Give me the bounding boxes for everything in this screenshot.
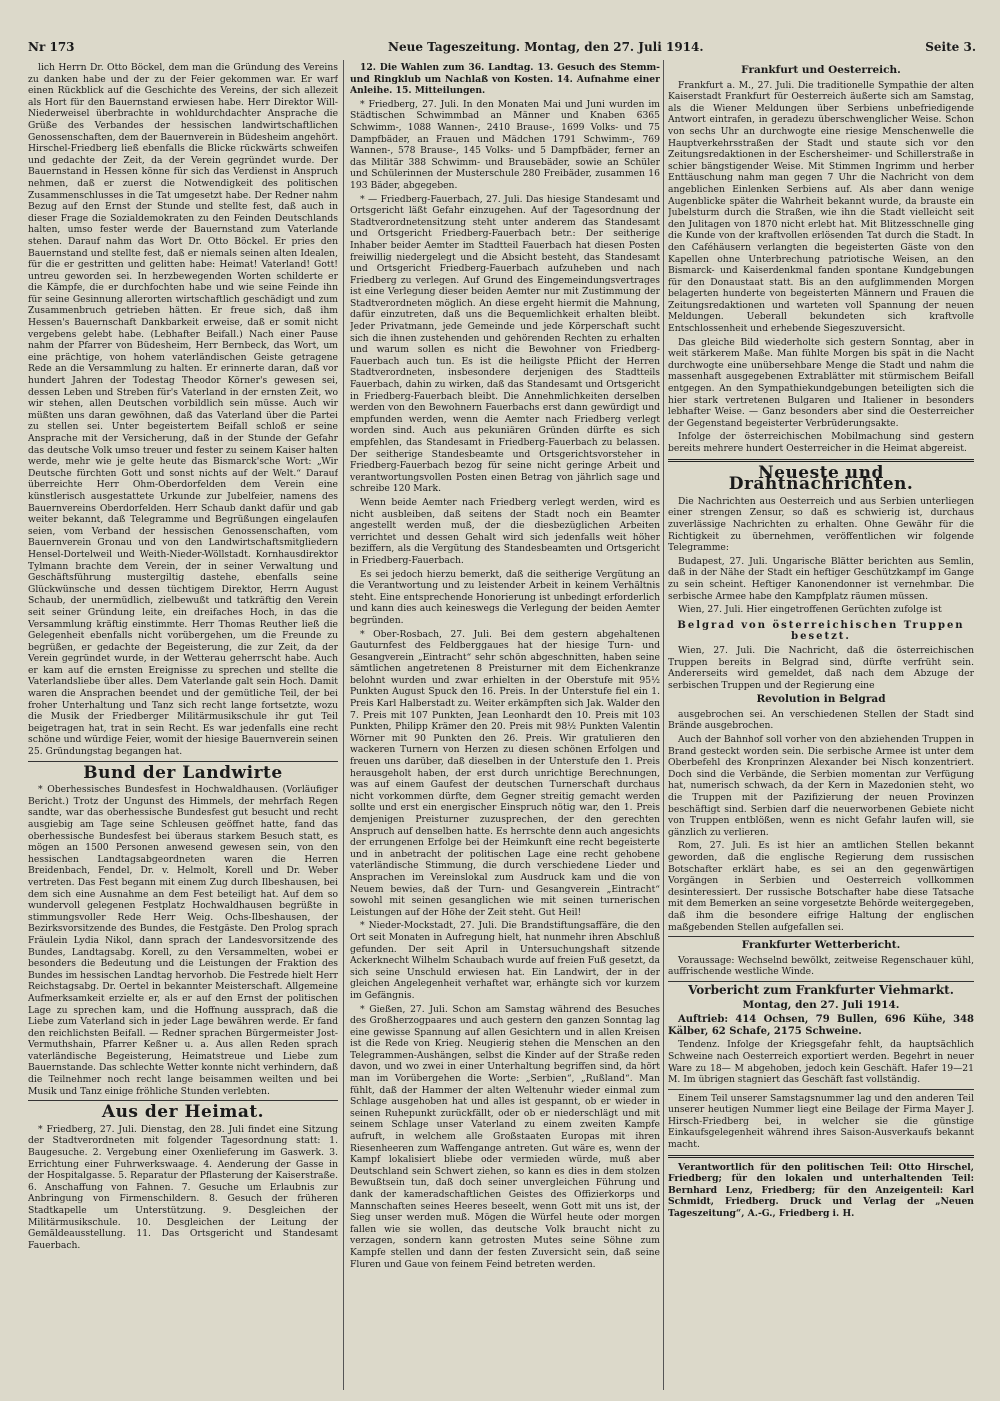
section-heading: Bund der Landwirte (83, 762, 283, 783)
section-heading: Aus der Heimat. (101, 1102, 265, 1123)
article-paragraph: Frankfurt a. M., 27. Juli. Die traditionelle Sympathie der alten Kaiserstadt Frankfurt für Oesterreich äußerte sich am Samstag, als die Wiener Meldungen über Serbiens unbefriedigende Antwort eintrafen, in geradezu überschwenglicher Weise. Schon von sechs Uhr an durchwogte eine riesige Menschenwelle die Hauptverkehrsstraßen der Stadt und staute sich vor den Zeitungsredaktionen in der Eschersheimer- und Schillerstraße in schier bängstigender Weise. Mit Stimmen Ingrimm und herber Enttäuschung nahm man gegen 7 Uhr die Nachricht von dem angeblichen Einlenken Serbiens auf. Als aber dann wenige Augenblicke später die Wahrheit bekannt wurde, da brauste ein Jubelsturm durch die Straßen, wie ihn die Stadt vielleicht seit den Julitagen von 1870 nicht erlebt hat. Mit Blitzesschnelle ging die Kunde von der kraftvollen erlösenden Tat durch die Stadt. In den Caféhäusern verlangten die begeisterten Gäste von den Kapellen ohne Unterbrechung patriotische Weisen, an den Bismarck- und Kaiserdenkmal fanden spontane Kundgebungen für den Donaustaat statt. Bis an den aufglimmenden Morgen belagerten hunderte von begeisterten Männern und Frauen die Zeitungsredaktionen und warteten voll Spannung der neuen Meldungen. Ueberall bekundeten sich kraftvolle Entschlossenheit und erhebende Siegeszuversicht. (668, 79, 974, 335)
page-header (28, 38, 976, 58)
weather-heading: Frankfurter Wetterbericht. (741, 939, 901, 952)
column-3 (668, 62, 974, 1388)
article-paragraph: lich Herrn Dr. Otto Böckel, dem man die Gründung des Vereins zu danken habe und der zu der Feier gekommen war. Er warf einen Rückblick auf die Geschichte des Vereins, der sich allezeit als Hort für den Bauernstand erwiesen habe. Herr Direktor Will-Niederweisel überbrachte in wohldurchdachter Ansprache die Grüße des Verbandes der hessischen landwirtschaftlichen Genossenschaften, dem der Bauernverein in Büdesheim angehört. Hirschel-Friedberg ließ ebenfalls die Blicke rückwärts schweifen und gedachte der Zeit, da der Verein gegründet wurde. Der Bauernstand in Hessen könne für sich das Verdienst in Anspruch nehmen, daß er zuerst die Notwendigkeit des politischen Zusammenschlusses in die Tat umgesetzt habe. Der Redner nahm Bezug auf den Ernst der Stunde und stellte fest, daß auch in dieser Frage die Sozialdemokraten zu den Feinden Deutschlands halten, umso fester werde der Bauernstand zum Vaterlande stehen. Darauf nahm das Wort Dr. Otto Böckel. Er pries den Bauernstand und stellte fest, daß er niemals seinen alten Idealen, für die er gestritten und gelitten habe: Heimat! Vaterland! Gott! untreu geworden sei. In herzbewegenden Worten schilderte er die Kämpfe, die er durchfochten habe und wie seine Feinde ihn für seine Gesinnung allerorten wirtschaftlich geschädigt und zum Zusammenbruch getrieben hätten. Er freue sich, daß ihm Hessen's Bauernschaft Dankbarkeit erweise, daß er somit nicht vergebens gelebt habe. (Lebhafter Beifall.) Nach einer Pause nahm der Pfarrer von Büdesheim, Herr Bernbeck, das Wort, um eine prächtige, von hohem vaterländischen Geiste getragene Rede an die Versammlung zu halten. Er erinnerte daran, daß vor hundert Jahren der Todestag Theodor Körner's gewesen sei, dessen Leben und Streben für's Vaterland in der ernsten Zeit, wo wir stehen, allen Deutschen vorbildlich sein müsse. Auch wir müßten uns daran gewöhnen, daß das Vaterland über die Partei zu stellen sei. Unter begeistertem Beifall schloß er seine Ansprache mit der Versicherung, daß in der Stunde der Gefahr das deutsche Volk umso treuer und fester zu seinem Kaiser halten werde, mehr wie je gelte heute das Bismarck'sche Wort: „Wir Deutsche fürchten Gott und sonst nichts auf der Welt.“ Darauf überreichte Herr Ohm-Oberdorfelden dem Verein eine künstlerisch ausgestattete Urkunde zur Jubelfeier, namens des Bauernvereins Oberdorfelden. Herr Schaub dankt dafür und gab weiter bekannt, daß Telegramme und Begrüßungen eingelaufen seien, vom Verband der hessischen Genossenschaften, vom Bauernverein Gronau und von den Landwirtschaftsmitgliedern Hensel-Dortelweil und Weith-Nieder-Wöllstadt. Kornhausdirektor Tylmann brachte dem Verein, der in seiner Verwaltung und Geschäftsführung mustergiltig dastehe, ebenfalls seine Glückwünsche und dessen tüchtigem Direktor, Herrn August Schaub, der unermüdlich, zielbewußt und tatkräftig den Verein seit seiner Gründung leite, ein dreifaches Hoch, in das die Versammlung kräftig einstimmte. Herr Thomas Reuther ließ die Gelegenheit ebenfalls nicht vorübergehen, um die Freunde zu begrüßen, er gedachte der Begeisterung, die zur Zeit, da der Verein gegründet wurde, in der Wetterau geherrscht habe. Auch er kam auf die ernsten Ereignisse zu sprechen und stellte die Vaterlandsliebe über alles. Dem Vaterlande galt sein Hoch. Damit waren die Ansprachen beendet und der gemütliche Teil, der bei froher Unterhaltung und Tanz sich recht lange fortsetzte, wozu die Musik der Friedberger Militärmusikschule ihr gut Teil beigetragen hat, trat in sein Recht. Es war jedenfalls eine recht schöne und würdige Feier, womit der hiesige Bauernverein seinen 25. Gründungstag begangen hat. (28, 62, 338, 758)
market-date: Montag, den 27. Juli 1914. (742, 998, 900, 1011)
column-divider (343, 60, 344, 1390)
article-paragraph: Die Nachrichten aus Oesterreich und aus Serbien unterliegen einer strengen Zensur, so daß es schwierig ist, durchaus zuverlässige Nachrichten zu erhalten. Ohne Gewähr für die Richtigkeit zu übernehmen, veröffentlichen wir folgende Telegramme: (668, 495, 974, 554)
article-paragraph: * Friedberg, 27. Juli. In den Monaten Mai und Juni wurden im Städtischen Schwimmbad an Männer und Knaben 6365 Schwimm-, 1088 Wannen-, 2410 Brause-, 1699 Volks- und 75 Dampfbäder, an Frauen und Mädchen 1791 Schwimm-, 769 Wannen-, 578 Brause-, 145 Volks- und 5 Dampfbäder, ferner an das Militär 388 Schwimm- und Brausebäder, sowie an Schüler und Schülerinnen der Musterschule 280 Freibäder, zusammen 16 193 Bäder, abgegeben. (350, 98, 660, 191)
article-paragraph: * Friedberg, 27. Juli. Dienstag, den 28. Juli findet eine Sitzung der Stadtverordneten mit folgender Tagesordnung statt: 1. Baugesuche. 2. Vergebung einer Oxenlieferung im Gaswerk. 3. Errichtung einer Fuhrwerkswaage. 4. Aenderung der Gasse in der Hospitalgasse. 5. Reparatur der Pflasterung der Kaiserstraße. 6. Anschaffung von Fahnen. 7. Gesuche um Erlaubnis zur Anbringung von Firmenschildern. 8. Gesuch der früheren Stadtkapelle um Unterstützung. 9. Desgleichen der Militärmusikschule. 10. Desgleichen der Leitung der Gemäldeausstellung. 11. Das Ortsgericht und Standesamt Fauerbach. (28, 1123, 338, 1251)
divider (668, 1089, 974, 1090)
article-paragraph: * Ober-Rosbach, 27. Juli. Bei dem gestern abgehaltenen Gauturnfest des Feldberggaues hat der hiesige Turn- und Gesangverein „Eintracht“ sehr schön abgeschnitten, haben seine sämtlichen angetretenen 8 Preisturner mit dem Eichenkranze belohnt wurden und zwar erhielten in der Oberstufe mit 95½ Punkten August Spuck den 16. Preis. In der Unterstufe fiel ein 1. Preis Karl Halberstadt zu. Weiter erkämpften sich Jak. Walder den 7. Preis mit 107 Punkten, Jean Leonhardt den 10. Preis mit 103 Punkten, Philipp Krämer den 20. Preis mit 98½ Punkten Valentin Wörner mit 90 Punkten den 26. Preis. Wir gratulieren den wackeren Turnern von Herzen zu diesen schönen Erfolgen und freuen uns darüber, daß dieselben in der Unterstufe den 1. Preis herausgeholt haben, der erst durch unrichtige Berechnungen, was auf einem Gaufest der deutschen Turnerschaft durchaus nicht vorkommen dürfte, dem Gegner streitig gemacht werden sollte und erst ein energischer Einspruch nötig war, den 1. Preis demjenigen Preisturner zuzusprechen, der den gerechten Anspruch auf denselben hatte. Es herrschte denn auch angesichts der errungenen Erfolge bei der Heimkunft eine recht begeisterte und in anbetracht der politischen Lage eine recht gehobene vaterländische Stimmung, die durch verschiedene Lieder und Ansprachen im Vereinslokal zum Ausdruck kam und die von Neuem bewies, daß der Turn- und Gesangverein „Eintracht“ sowohl mit seinen gesanglichen wie mit seinen turnerischen Leistungen auf der Höhe der Zeit steht. Gut Heil! (350, 628, 660, 918)
article-paragraph: Wien, 27. Juli. Hier eingetroffenen Gerüchten zufolge ist (678, 604, 942, 616)
article-paragraph: Budapest, 27. Juli. Ungarische Blätter berichten aus Semlin, daß in der Nähe der Stadt ein heftiger Geschützkampf im Gange zu sein scheint. Heftiger Kanonendonner ist vernehmbar. Die serbische Armee habe den Kampfplatz räumen müssen. (668, 555, 974, 602)
weather-text: Voraussage: Wechselnd bewölkt, zeitweise Regenschauer kühl, auffrischende westliche Winde. (668, 954, 974, 978)
divider (668, 936, 974, 937)
article-paragraph: Auch der Bahnhof soll vorher von den abziehenden Truppen in Brand gesteckt worden sein. Die serbische Armee ist unter dem Oberbefehl des Kronprinzen Alexander bei Nisch konzentriert. Doch sind die Verbände, die Serbien momentan zur Verfügung hat, numerisch schwach, da der Kern in Mazedonien steht, wo die Truppen mit der Pazifizierung der neuen Provinzen beschäftigt sind. Serbien darf die neuerworbenen Gebiete nicht von Truppen entblößen, wenn es nicht Gefahr laufen will, sie gänzlich zu verlieren. (668, 734, 974, 838)
article-paragraph: Wenn beide Aemter nach Friedberg verlegt werden, wird es nicht ausbleiben, daß seitens der Stadt noch ein Beamter angestellt werden muß, der die diesbezüglichen Arbeiten verrichtet und dessen Gehalt wird sich jedenfalls weit höher beziffern, als die Vergütung des Standesbeamten und Ortsgericht in Friedberg-Fauerbach. (350, 496, 660, 566)
subheading: Belgrad von österreichischen Truppen besetzt. (677, 619, 965, 643)
article-paragraph: Infolge der österreichischen Mobilmachung sind gestern bereits mehrere hundert Oesterreicher in die Heimat abgereist. (668, 431, 974, 454)
article-paragraph: * Oberhessisches Bundesfest in Hochwaldhausen. (Vorläufiger Bericht.) Trotz der Ungunst des Himmels, der mehrfach Regen sandte, war das oberhessische Bundesfest gut besucht und recht ausgiebig am Tage seine Schleusen geöffnet hatte, fand das oberhessische Bundesfest bei überaus starkem Besuch statt, es mögen an 1500 Personen anwesend gewesen sein, von den hessischen Landtagsabgeordneten waren die Herren Breidenbach, Fendel, Dr. v. Helmolt, Korell und Dr. Weber vertreten. Das Fest begann mit einem Zug durch Ilbeshausen, bei dem sich eine Ausnahme an dem Fest beteiligt hat. Auf dem so wundervoll gelegenen Festplatz Hochwaldhausen begrüßte in stimmungsvoller Rede Herr Weig. Ochs-Ilbeshausen, der Bezirksvorsitzende des Bundes, die Festgäste. Den Prolog sprach Fräulein Lydia Nikol, dann sprach der Landesvorsitzende des Bundes, Landtagsabg. Korell, zu den Versammelten, wobei er besonders die Bedeutung und die Leistungen der Fraktion des Bundes im hessischen Landtag hervorhob. Die Festrede hielt Herr Reichstagsabg. Dr. Oertel in bekannter Meisterschaft. Allgemeine Aufmerksamkeit erzielte er, als er auf den Ernst der politischen Lage zu sprechen kam, und die Hoffnung aussprach, daß die Liebe zum Vaterland sich in jeder Lage bewähren werde. Er fand den reichlichsten Beifall. — Redner sprachen Bürgermeister Jost-Vermuthshain, Pfarrer Keßner u. a. Aus allen Reden sprach vaterländische Begeisterung, Heimatstreue und Liebe zum Bauernstande. Das schlechte Wetter konnte nicht verhindern, daß die Teilnehmer noch recht lange beisammen weilten und bei Musik und Tanz einige fröhliche Stunden verlebten. (28, 784, 338, 1097)
article-paragraph: * Gießen, 27. Juli. Schon am Samstag während des Besuches des Großherzogpaares und auch gestern den ganzen Sonntag lag eine gewisse Spannung auf allen Gesichtern und in allen Kreisen ist die Rede von Krieg. Neugierig stehen die Menschen an den Telegrammen-Aushängen, selbst die Kinder auf der Straße reden davon, und wo zwei in einer Unterhaltung begriffen sind, da hört man im Vorübergehen die Worte: „Serbien“, „Rußland“. Man fühlt, daß der Hammer der alten Weltenuhr wieder einmal zum Schlage ausgehoben hat und alles ist gespannt, ob er wieder in seinen Ruhepunkt zurückfällt, oder ob er niederschlägt und mit seinem Schlage unser Vaterland zu einem zweiten Kampfe aufruft, in welchem alle Großstaaten Europas mit ihren Riesenheeren zum Waffengange antreten. Gut wäre es, wenn der Kampf lokalisiert bliebe oder vermieden würde, muß aber Deutschland sein Schwert ziehen, so kann es dies in dem stolzen Bewußtsein tun, daß doch seiner unvergleichen Führung und dank der kameradschaftlichen Geistes des Offizierkorps und Mannschaften seines Heeres beseelt, wenn Gott mit uns ist, der Sieg unser werden muß. Mögen die Würfel heute oder morgen fallen wie sie wollen, das deutsche Volk braucht nicht zu verzagen, sondern kann getrosten Mutes seine Söhne zum Kampfe stellen und dann der festen Zuversicht sein, daß seine Fluren und Gaue von feinem Feind betreten werden. (350, 1003, 660, 1270)
divider (28, 1100, 338, 1101)
article-paragraph: Es sei jedoch hierzu bemerkt, daß die seitherige Vergütung an die Verantwortung und zu leistender Arbeit in keinem Verhältnis steht. Eine entsprechende Honorierung ist unbedingt erforderlich und kann dies auch keineswegs die Verlegung der beiden Aemter begründen. (350, 568, 660, 626)
column-1 (28, 62, 338, 1388)
divider (668, 1155, 974, 1158)
divider (668, 459, 974, 462)
article-paragraph: * Nieder-Mockstadt, 27. Juli. Die Brandstiftungsaffäre, die den Ort seit Monaten in Aufregung hielt, hat nunmehr ihren Abschluß gefunden. Der seit April in Untersuchungshaft sitzende Ackerknecht Wilhelm Schaubach wurde auf freien Fuß gesetzt, da sich seine Unschuld erwiesen hat. Ein Landwirt, der in der gleichen Angelegenheit verhaftet war, erhängte sich vor kurzem im Gefängnis. (350, 920, 660, 1001)
divider (668, 981, 974, 982)
imprint: Verantwortlich für den politischen Teil: Otto Hirschel, Friedberg; für den lokalen und unterhaltenden Teil: Bernhard Lenz, Friedberg; für den Anzeigenteil: Karl Schmidt, Friedberg. Druck und Verlag der „Neuen Tageszeitung“, A.-G., Friedberg i. H. (668, 1161, 974, 1220)
supplement-notice: Einem Teil unserer Samstagsnummer lag und den anderen Teil unserer heutigen Nummer liegt eine Beilage der Firma Mayer J. Hirsch-Friedberg bei, in welcher sie die günstige Einkaufsgelegenheit während ihres Saison-Ausverkaufs bekannt macht. (668, 1092, 974, 1151)
article-paragraph: ausgebrochen sei. An verschiedenen Stellen der Stadt sind Brände ausgebrochen. (668, 708, 974, 732)
market-supply: Auftrieb: 414 Ochsen, 79 Bullen, 696 Kühe, 348 Kälber, 62 Schafe, 2175 Schweine. (668, 1014, 974, 1037)
market-heading: Vorbericht zum Frankfurter Viehmarkt. (688, 982, 954, 997)
page-number: Seite 3. (925, 40, 976, 54)
article-paragraph: Wien, 27. Juli. Die Nachricht, daß die österreichischen Truppen bereits in Belgrad sind, dürfte verfrüht sein. Andererseits wird gemeldet, daß nach dem Abzuge der serbischen Truppen und der Regierung eine (668, 644, 974, 691)
article-paragraph: * — Friedberg-Fauerbach, 27. Juli. Das hiesige Standesamt und Ortsgericht läßt Gefahr einzugehen. Auf der Tagesordnung der Stadtverordnetensitzung steht unter anderem das Standesamt und Ortsgericht Friedberg-Fauerbach betr.: Der seitherige Inhaber beider Aemter im Stadtteil Fauerbach hat diesen Posten freiwillig niedergelegt und die Absicht besteht, das Standesamt und Ortsgericht Friedberg-Fauerbach aufzuheben und nach Friedberg zu verlegen. Auf Grund des Eingemeindungsvertrages ist eine Verlegung dieser beiden Aemter nur mit Zustimmung der Stadtverordneten möglich. An diese ergeht hiermit die Mahnung, dafür einzutreten, daß uns die Bequemlichkeit erhalten bleibt. Jeder Privatmann, jede Gemeinde und jede Körperschaft sucht sich die ihnen zustehenden und gehörenden Rechten zu erhalten und warum sollen es nicht die Bewohner von Friedberg-Fauerbach auch tun. Es ist die heiligste Pflicht der Herren Stadtverordneten, insbesondere derjenigen des Stadtteils Fauerbach, dahin zu wirken, daß das Standesamt und Ortsgericht in Friedberg-Fauerbach bleibt. Die Annehmlichkeiten derselben werden von den Bewohnern Fauerbachs erst dann gewürdigt und empfunden werden, wenn die Aemter nach Friedberg verlegt worden sind. Auch aus pekuniären Gründen dürfte es sich empfehlen, das Standesamt in Friedberg-Fauerbach zu belassen. Der seitherige Standesbeamte und Ortsgerichtsvorsteher in Friedberg-Fauerbach bezog für seine nicht geringe Arbeit und verantwortungsvollen Posten einen Betrag von jährlich sage und schreibe 120 Mark. (350, 193, 660, 495)
subheading: Revolution in Belgrad (756, 693, 886, 706)
article-paragraph: 12. Die Wahlen zum 36. Landtag. 13. Gesuch des Stemm- und Ringklub um Nachlaß von Kosten. 14. Aufnahme einer Anleihe. 15. Mitteilungen. (350, 62, 660, 97)
market-tendency: Tendenz. Infolge der Kriegsgefahr fehlt, da hauptsächlich Schweine nach Oesterreich exportiert werden. Begehrt in neuer Ware zu 18— M abgehoben, jedoch kein Geschäft. Hafer 19—21 M. Im übrigen stagniert das Geschäft fast vollständig. (668, 1039, 974, 1086)
column-divider (663, 60, 664, 1390)
article-heading: Frankfurt und Oesterreich. (741, 64, 901, 76)
article-paragraph: Rom, 27. Juli. Es ist hier an amtlichen Stellen bekannt geworden, daß die englische Regierung dem russischen Botschafter erklärt habe, es sei an den gegenwärtigen Vorgängen in Serbien und Oesterreich vollkommen desinteressiert. Der russische Botschafter habe diese Tatsache mit dem Bemerken an seine vorgesetzte Behörde weitergegeben, daß ihm die besondere eifrige Haltung der englischen maßgebenden Stellen aufgefallen sei. (668, 840, 974, 933)
column-2 (350, 62, 660, 1388)
issue-number: Nr 173 (28, 40, 75, 54)
section-heading: Neueste und Drahtnachrichten. (728, 462, 914, 495)
article-paragraph: Das gleiche Bild wiederholte sich gestern Sonntag, aber in weit stärkerem Maße. Man fühlte Morgen bis spät in die Nacht durchwogte eine unübersehbare Menge die Stadt und nahm die massenhaft ausgegebenen Extrablätter mit stürmischem Beifall entgegen. An den Sympathiekundgebungen beteiligten sich die hier stark vertretenen Bulgaren und Italiener in besonders lebhafter Weise. — Ganz besonders aber sind die Oesterreicher der Gegenstand begeisterter Verbrüderungsakte. (668, 336, 974, 429)
masthead-title: Neue Tageszeitung. Montag, den 27. Juli 1914. (388, 40, 704, 54)
divider (28, 761, 338, 762)
